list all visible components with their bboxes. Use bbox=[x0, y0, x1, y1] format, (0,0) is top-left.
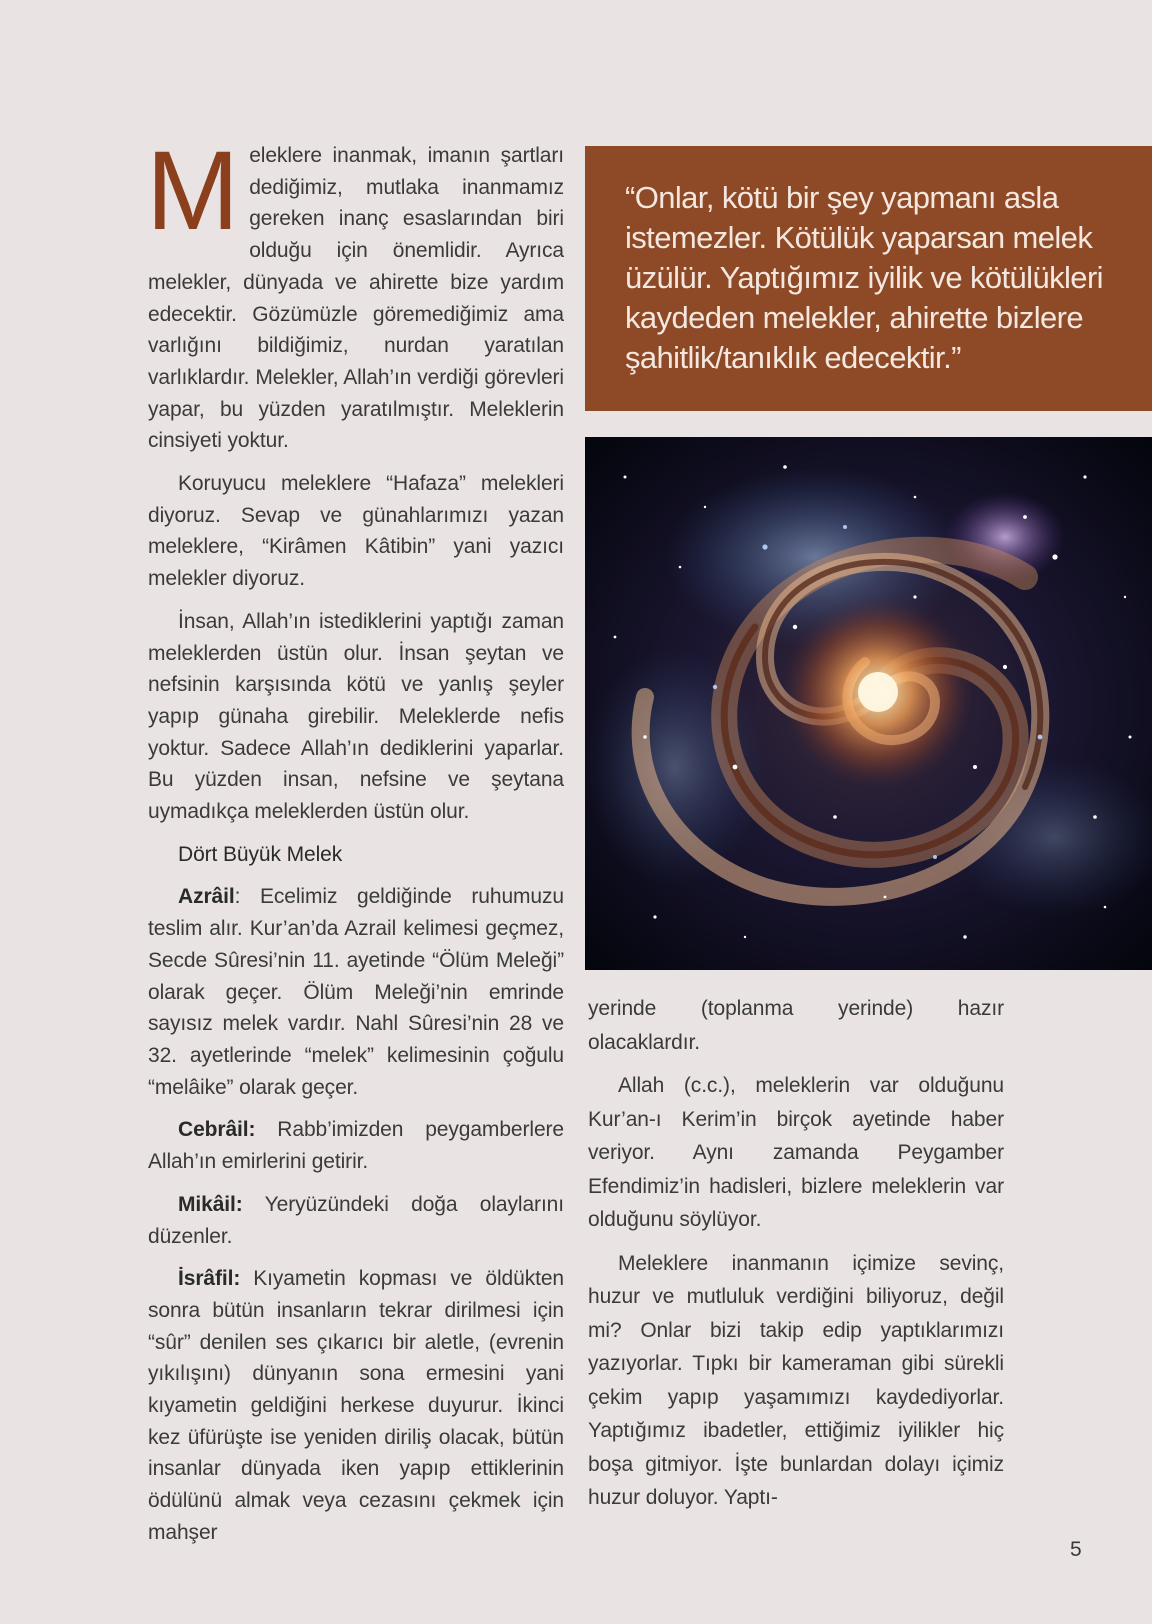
angel-description: Ecelimiz geldiğinde ruhumuzu teslim alır. Kur’an’da Azrail kelimesi geçmez, Secde Sûresi’nin 11. ayetinde “Ölüm Meleği” olarak geçer. Ölüm Meleği’nin emrinde sayısız melek vardır. Nahl Sûresi’nin 28 ve 32. ayetlerinde “melek” kelimesinin çoğulu “melâike” olarak geçer. bbox=[148, 885, 564, 1099]
angel-description: Yeryüzündeki doğa olaylarını düzenler. bbox=[148, 1192, 564, 1248]
quote-box bbox=[585, 146, 1152, 411]
angel-separator bbox=[240, 1267, 253, 1290]
angel-mikail bbox=[148, 1189, 564, 1252]
drop-cap: M bbox=[146, 128, 240, 253]
page-number: 5 bbox=[1070, 1538, 1082, 1561]
intro-paragraph bbox=[146, 128, 564, 457]
quote-text: “Onlar, kötü bir şey yapmanı asla istemezler. Kötülük yaparsan melek üzülür. Yaptığımız iyilik ve kötülükleri kaydeden melekler, ahirette bizlere şahitlik/tanıklık edecektir.” bbox=[625, 180, 1103, 375]
angel-name: Mikâil: bbox=[178, 1192, 243, 1216]
angel-israfil bbox=[148, 1263, 564, 1548]
angel-separator: : bbox=[234, 885, 260, 909]
angel-name: Azrâil bbox=[178, 885, 235, 909]
spiral-galaxy-illustration bbox=[585, 437, 1152, 970]
angel-description: Rabb’imizden peygamberlere Allah’ın emirlerini getirir. bbox=[148, 1118, 564, 1174]
peace-paragraph: Meleklere inanmanın içimize sevinç, huzur ve mutluluk verdiğini biliyoruz, değil mi? Onlar bizi takip edip yaptıklarımızı yazıyorlar. Tıpkı bir kameraman gibi sürekli çekim yapıp yaşamımızı kaydediyorlar. Yaptığımız ibadetler, ettiğimiz iyilikler hiç boşa gitmiyor. İşte bunlardan dolayı içimiz huzur doluyor. Yaptı- bbox=[588, 1251, 1004, 1509]
angel-cebrail bbox=[148, 1114, 564, 1177]
quran-paragraph: Allah (c.c.), meleklerin var olduğunu Kur’an-ı Kerim’in birçok ayetinde haber veriyor. Aynı zamanda Peygamber Efendimiz’in hadisleri, bizlere meleklerin var olduğunu söylüyor. bbox=[588, 1074, 1004, 1231]
angel-azrail bbox=[148, 881, 564, 1103]
continuation-paragraph: yerinde (toplanma yerinde) hazır olacaklardır. bbox=[588, 997, 1004, 1054]
guardian-angels-paragraph: Koruyucu meleklere “Hafaza” melekleri diyoruz. Sevap ve günahlarımızı yazan meleklere, “Kirâmen Kâtibin” yani yazıcı melekler diyoruz. bbox=[148, 472, 564, 591]
galaxy-image bbox=[585, 437, 1152, 970]
angel-description: Kıyametin kopması ve öldükten sonra bütün insanların tekrar dirilmesi için “sûr” denilen ses çıkarıcı bir aletle, (evrenin yıkılışını) dünyanın sona ermesini yani kıyametin geldiğini herkese duyurur. İkinci kez üfürüşte ise yeniden diriliş olacak, bütün insanlar dünyada iken yapıp ettiklerinin ödülünü almak veya cezasını çekmek için mahşer bbox=[148, 1267, 564, 1544]
right-text-column bbox=[588, 992, 1004, 1525]
intro-text: eleklere inanmak, imanın şartları dediğimiz, mutlaka inanmamız gereken inanç esaslarından biri olduğu için önemlidir. Ayrıca melekler, dünyada ve ahirette bize yardım edecektir. Gözümüzle göremediğimiz ama varlığını bildiğimiz, nurdan yaratılan varlıklardır. Melekler, Allah’ın verdiği görevleri yapar, bu yüzden yaratılmıştır. Meleklerin cinsiyeti yoktur. bbox=[148, 144, 564, 453]
left-text-column bbox=[146, 128, 564, 1560]
human-vs-angels-paragraph: İnsan, Allah’ın istediklerini yaptığı zaman meleklerden üstün olur. İnsan şeytan ve nefsinin karşısında kötü ve yanlış şeyler yapıp günaha girebilir. Meleklerde nefis yoktur. Sadece Allah’ın dediklerini yaparlar. Bu yüzden insan, nefsine ve şeytana uymadıkça meleklerden üstün olur. bbox=[148, 609, 564, 824]
angel-separator bbox=[243, 1193, 265, 1216]
angel-name: Cebrâil: bbox=[178, 1118, 256, 1142]
section-heading: Dört Büyük Melek bbox=[178, 842, 343, 866]
angel-separator bbox=[255, 1118, 277, 1141]
angel-name: İsrâfil: bbox=[178, 1267, 241, 1291]
